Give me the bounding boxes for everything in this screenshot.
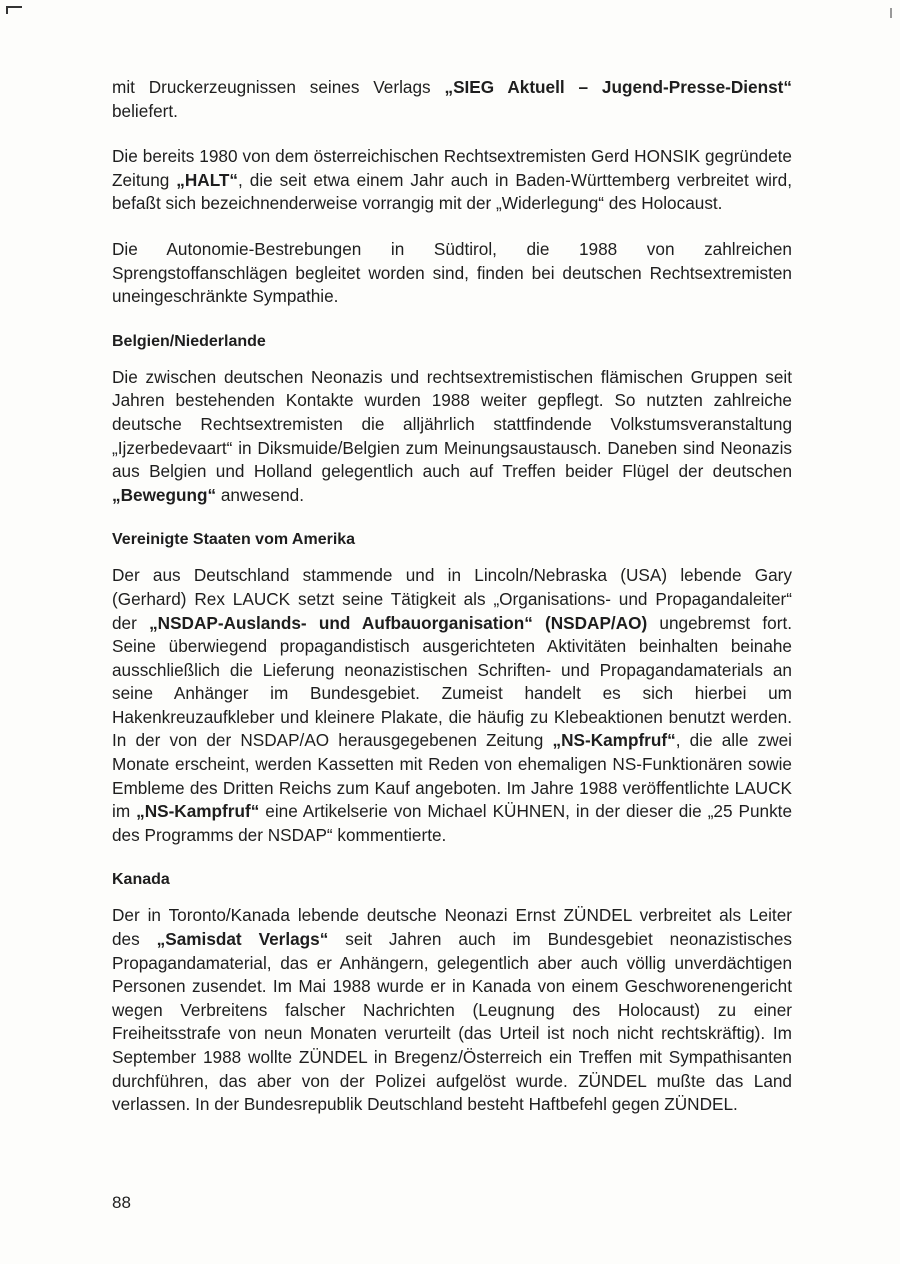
page-body: [112, 76, 792, 1117]
text: Der in Toronto/Kanada lebende deutsche Neonazi Ernst ZÜNDEL verbreitet als Leiter des: [112, 905, 792, 950]
paragraph-usa: [112, 564, 792, 847]
heading-usa: Vereinigte Staaten vom Amerika: [112, 531, 356, 549]
text: , die alle zwei Monate erscheint, werden Kassetten mit Reden von ehemaligen NS-Funktionären sowie Embleme des Dritten Reichs zum Kauf angeboten. Im Jahre 1988 veröffentlichte LAUCK im: [112, 730, 792, 822]
bold-title: „NS-Kampfruf“: [552, 730, 676, 751]
paragraph-halt: [112, 145, 792, 216]
text: Die bereits 1980 von dem österreichischen Rechtsextremisten Gerd HONSIK gegründete Zeitung: [112, 146, 792, 190]
page-number: 88: [112, 1193, 131, 1212]
text: anwesend.: [216, 484, 305, 505]
bold-title: „NS-Kampfruf“: [136, 801, 260, 822]
text: beliefert.: [112, 100, 178, 121]
paragraph-suedtirol: Die Autonomie-Bestrebungen in Südtirol, die 1988 von zahlreichen Sprengstoffanschlägen begleitet worden sind, finden bei deutschen Rechtsextremisten uneingeschränkte Sympathie.: [112, 238, 792, 307]
edge-mark: [890, 8, 892, 18]
bold-title: „Samisdat Verlags“: [156, 929, 329, 950]
crop-mark: [6, 6, 22, 8]
paragraph-kanada: [112, 904, 792, 1116]
heading-belgien: Belgien/Niederlande: [112, 332, 266, 350]
text: , die seit etwa einem Jahr auch in Baden-Württemberg verbreitet wird, befaßt sich bezeichnenderweise vorrangig mit der „Widerlegung“ des Holocaust.: [112, 169, 792, 214]
text: Die zwischen deutschen Neonazis und rechtsextremistischen flämischen Gruppen seit Jahren bestehenden Kontakte wurden 1988 weiter gepflegt. So nutzten zahlreiche deutsche Rechtsextremisten die alljährlich stattfindende Volkstumsveranstaltung „Ijzerbedevaart“ in Diksmuide/Belgien zum Meinungsaustausch. Daneben sind Neonazis aus Belgien und Holland gelegentlich auch auf Treffen beider Flügel der deutschen: [112, 366, 792, 482]
bold-title: „NSDAP-Auslands- und Aufbauorganisation“ (NSDAP/AO): [149, 612, 648, 633]
text: seit Jahren auch im Bundesgebiet neonazistisches Propagandamaterial, das er Anhängern, gelegentlich aber auch völlig unverdächtigen Personen zusendet. Im Mai 1988 wurde er in Kanada von einem Geschworenengericht wegen Verbreitens falscher Nachrichten (Leugnung des Holocaust) zu einer Freiheitsstrafe von neun Monaten verurteilt (das Urteil ist noch nicht rechtskräftig). Im September 1988 wollte ZÜNDEL in Bregenz/Österreich ein Treffen mit Sympathisanten durchführen, das aber von der Polizei aufgelöst wurde. ZÜNDEL mußte das Land verlassen. In der Bundesrepublik Deutschland besteht Haftbefehl gegen ZÜNDEL.: [112, 929, 792, 1115]
text: ungebremst fort. Seine überwiegend propagandistisch ausgerichteten Aktivitäten beinhalten beinahe ausschließlich die Lieferung neonazistischen Schriften- und Propagandamaterials an seine Anhänger im Bundesgebiet. Zumeist handelt es sich hierbei um Hakenkreuzaufkleber und kleinere Plakate, die häufig zu Klebeaktionen benutzt werden. In der von der NSDAP/AO herausgegebenen Zeitung: [112, 612, 793, 751]
bold-title: „Bewegung“: [112, 484, 217, 505]
bold-title: „HALT“: [176, 169, 239, 190]
heading-kanada: Kanada: [112, 871, 170, 889]
paragraph-belgien: [112, 366, 792, 508]
text: Der aus Deutschland stammende und in Lincoln/Nebraska (USA) lebende Gary (Gerhard) Rex LAUCK setzt seine Tätigkeit als „Organisations- und Propagandaleiter“ der: [112, 565, 792, 633]
paragraph-verlag: [112, 76, 792, 123]
bold-title: „SIEG Aktuell – Jugend-Presse-Dienst“: [444, 77, 792, 97]
text: eine Artikelserie von Michael KÜHNEN, in der dieser die „25 Punkte des Programms der NSDAP“ kommentierte.: [112, 801, 793, 845]
text: mit Druckerzeugnissen seines Verlags: [112, 77, 445, 97]
